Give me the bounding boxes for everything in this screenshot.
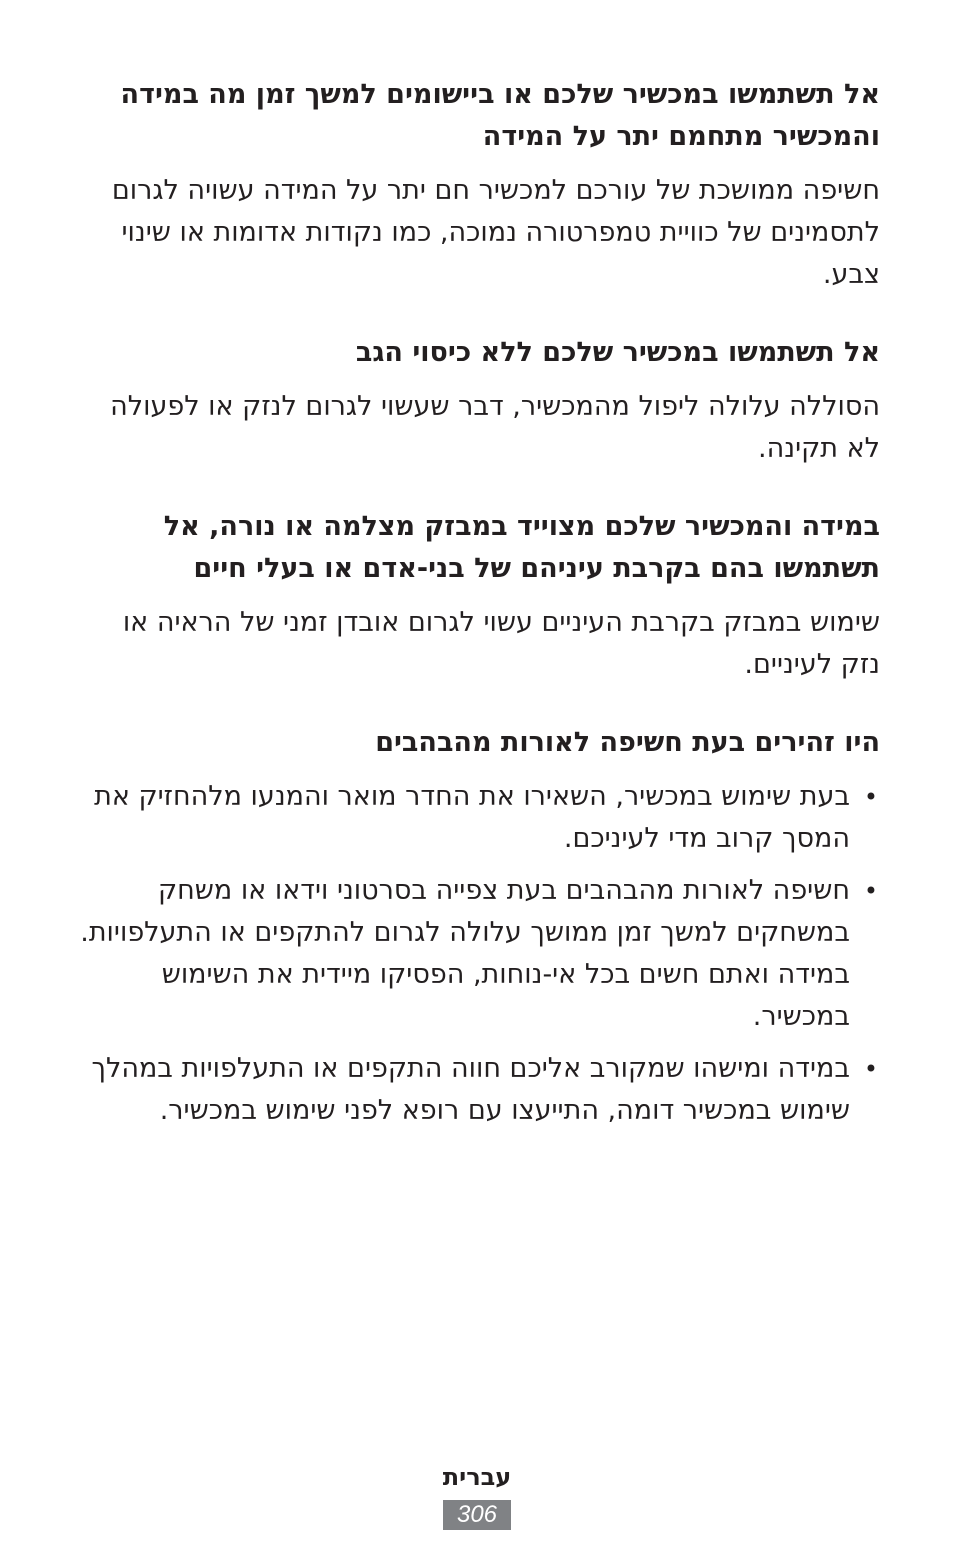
section-flash (80, 506, 880, 686)
list-item-text: במידה ומישהו שמקורב אליכם חווה התקפים או התעלפויות במהלך שימוש במכשיר דומה, התייעצו עם רופא לפני שימוש במכשיר. (91, 1053, 850, 1126)
list-item (80, 1048, 880, 1132)
section-body: שימוש במבזק בקרבת העיניים עשוי לגרום אובדן זמני של הראיה או נזק לעיניים. (122, 607, 880, 680)
page-number: 306 (443, 1500, 511, 1530)
footer-language: עברית (442, 1463, 512, 1491)
section-back-cover (80, 332, 880, 470)
list-item-text: חשיפה לאורות מהבהבים בעת צפייה בסרטוני וידאו או משחק במשחקים למשך זמן ממושך עלולה לגרום להתקפים או התעלפויות. במידה ואתם חשים בכל אי-נוחות, הפסיקו מיידית את השימוש במכשיר. (80, 875, 850, 1032)
section-heading: אל תשתמשו במכשיר שלכם או ביישומים למשך זמן מה במידה והמכשיר מתחמם יתר על המידה (120, 79, 880, 152)
section-heading: במידה והמכשיר שלכם מצוייד במבזק מצלמה או נורה, אל תשתמשו בהם בקרבת עיניהם של בני-אדם או בעלי חיים (163, 511, 880, 584)
section-body: הסוללה עלולה ליפול מהמכשיר, דבר שעשוי לגרום לנזק או לפעולה לא תקינה. (110, 391, 880, 464)
list-item-text: בעת שימוש במכשיר, השאירו את החדר מואר והמנעו מלהחזיק את המסך קרוב מדי לעיניכם. (94, 781, 850, 854)
list-item (80, 870, 880, 1038)
page-footer (0, 1462, 954, 1530)
bullet-list (80, 776, 880, 1132)
section-flashing-lights (80, 722, 880, 1132)
section-body: חשיפה ממושכת של עורכם למכשיר חם יתר על המידה עשויה לגרום לתסמינים של כוויית טמפרטורה נמוכה, כמו נקודות אדומות או שינוי צבע. (111, 175, 880, 290)
list-item (80, 776, 880, 860)
bullet-icon: • (863, 783, 878, 811)
section-overheating (80, 74, 880, 296)
document-content (80, 74, 880, 1142)
section-heading: היו זהירים בעת חשיפה לאורות מהבהבים (375, 727, 880, 758)
section-heading: אל תשתמשו במכשיר שלכם ללא כיסוי הגב (355, 337, 880, 368)
bullet-icon: • (863, 1055, 878, 1083)
bullet-icon: • (863, 877, 878, 905)
